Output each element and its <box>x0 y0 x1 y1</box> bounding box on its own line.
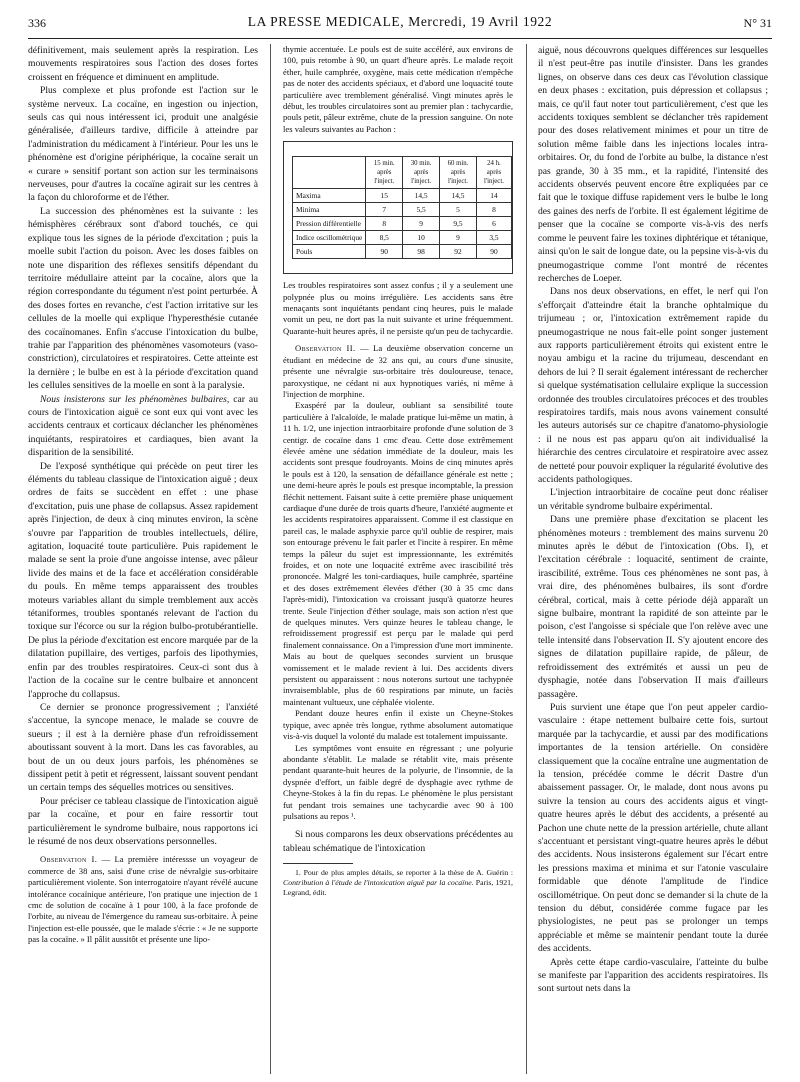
table-cell: 9,5 <box>440 217 477 231</box>
table-cell: 14 <box>476 189 511 203</box>
text: — La première intéressse un voyageur de commerce de 38 ans, saisi d'une crise de névralgie sus-orbitaire particulièrement violente. Son interrogatoire n'ayant révélé aucune intolérance cocaïnique antérieure, l'on pratique une injection de 1 cmc de solution de cocaïne à 1 pour 100, à la face profonde de l'orbite, au niveau de l'émergence du rameau sus-orbitaire. À peine l'injection est-elle poussée, que le malade s'écrie : « Je ne supporte pas la cocaïne. » Il pâlit aussitôt et présente une lipo- <box>28 854 258 945</box>
table-header <box>293 157 366 189</box>
table-cell: 3,5 <box>476 231 511 245</box>
table-cell: 8 <box>366 217 403 231</box>
table-cell: 6 <box>476 217 511 231</box>
row-label: Pression différentielle <box>293 217 366 231</box>
issue-number: N° 31 <box>743 16 772 30</box>
paragraph <box>28 393 258 460</box>
emphasis: Contribution à l'étude de l'intoxication aiguë par la cocaïne. <box>283 878 474 888</box>
paragraph: Dans nos deux observations, en effet, le nerf qui l'on s'efforçait d'atteindre était la branche ophtalmique du trijumeau ; or, l'intoxication extrêmement rapide du pneumogastrique ne nous fait-elle point songer justement aux rapports particulièrement étroits qui existent entre le noyau ambigu et la racine du trijumeau, descendant en dehors de lui ? Il serait également intéressant de rechercher si quelque systématisation cellulaire explique la succession ordonnée des troubles circulatoires précoces et des troubles respiratoires tardifs, mais nous avons vainement consulté les auteurs autorisés sur ce chapitre d'anatomo-physiologie : il ne nous est pas apparu qu'on ait individualisé la hiérarchie des centres circulatoire et respiratoire avec assez de netteté pour pouvoir expliquer la régularité évolutive des accidents pathologiques. <box>538 286 768 485</box>
page-header <box>28 14 772 36</box>
column-3 <box>538 44 768 1074</box>
text: — La deuxième observation concerne un étudiant en médecine de 32 ans qui, au cours d'une sinusite, présente une névralgie sus-orbitaire très douloureuse, tenace, paroxystique, ne cédant ni aux hypnotiques variés, ni même à l'injection de morphine. <box>283 343 513 399</box>
table-row <box>293 231 512 245</box>
table-cell: 7 <box>366 203 403 217</box>
table-header-row <box>293 157 512 189</box>
paragraph: aiguë, nous découvrons quelques différences sur lesquelles il n'est peut-être pas inutile d'insister. Dans les grandes lignes, on observe dans ces deux cas l'évolution classique en deux phases : excitation, puis dépression et collapsus ; mais, ce qu'il faut noter tout particulièrement, c'est que les accidents toxiques semblent se déclancher très rapidement pour des doses relativement minimes et pour un titre de solution même faible dans les injections locales intra-orbitaires. Or, du fond de l'orbite au bulbe, la distance n'est pas grande, 30 à 35 mm., et la rapidité, l'intensité des accidents observés peuvent encore être expliquées par ce fait que le toxique diffuse rapidement vers le bulbe le long des gaines des nerfs de l'orbite. Il est également légitime de penser que la cocaïne se comporte vis-à-vis des nerfs comme le peuvent faire les toxines diphtérique et tétanique, ainsi qu'on le sait de longue date, ou la pepsine vis-à-vis du pneumogastrique comme l'ont montré de récentes recherches de Loeper. <box>538 45 768 284</box>
table-cell: 8,5 <box>366 231 403 245</box>
paragraph: Les troubles respiratoires sont assez confus ; il y a seulement une polypnée plus ou moins irrégulière. Les accidents sans être menaçants sont inquiétants pendant cinq heures, puis le malade vomit un peu, ne dort pas la nuit suivante et urine fréquemment. Quarante-huit heures après, il ne persiste qu'un peu de tachycardie. <box>283 280 513 336</box>
observation-label: Observation I. <box>40 854 98 865</box>
table-cell: 15 <box>366 189 403 203</box>
table-row <box>293 189 512 203</box>
table-cell: 10 <box>403 231 440 245</box>
paragraph: Si nous comparons les deux observations précédentes au tableau schématique de l'intoxication <box>283 829 513 854</box>
observation-2 <box>283 343 513 400</box>
paragraph: Exaspéré par la douleur, oubliant sa sensibilité toute particulière à l'alcaloïde, le malade pratique lui-même un matin, à 11 h. 1/2, une injection intraorbitaire profonde d'une solution de 3 centigr. de cocaïne dans 1 cmc d'eau. Cette dose extrêmement élevée amène une sédation immédiate de la douleur, mais les accidents sont presque foudroyants. Moins de cinq minutes après le pouls est à 120, la sensation de défaillance générale est nette ; une demi-heure après le pouls est presque incomptable, la pression fléchit nettement. Faisant suite à cette première phase uniquement cardiaque d'une durée de trois quarts d'heure, l'anxiété augmente et les accidents respiratoires apparaissent. Comme il est classique en pareil cas, le malade asphyxie parce qu'il oublie de respirer, mais son entourage prévenu le fait parler et l'incite à respirer. En même temps la pâleur du sujet est impressionnante, les extrémités froides, et on note une loquacité extrême avec irascibilité très prononcée. Malgré les toni-cardiaques, huile camphrée, spartéine et des doses extrêmement élevées d'éther (30 à 35 cmc dans l'après-midi), l'intoxication va croissant jusqu'à quatorze heures trente. Seule l'injection d'éther soulage, mais son action n'est que de quelques minutes. Vers quinze heures le tableau change, le refroidissement progressif est perçu par le malade qui perd finalement connaissance. On a l'impression d'une mort imminente. Mais au bout de quelques secondes survient un brusque vomissement et le malade revient à lui. Des accidents divers persistent ou apparaissent : nous noterons surtout une tachypnée invraisemblable, plus de 60 respirations par minute, un faciès maintenant vultueux, une céphalée violente. <box>283 400 513 707</box>
row-label: Minima <box>293 203 366 217</box>
paragraph: La succession des phénomènes est la suivante : les hémisphères cérébraux sont d'abord touchés, ce qui explique tous les signes de la période d'excitation ; puis la moelle subit l'action du poison. Avec les doses faibles on note une disparition des réflexes sensitifs dépendant du territoire médullaire atteint par la cocaïne, alors que la région correspondante du tégument n'est point perturbée. À des doses fortes en revanche, c'est l'action irritative sur les cellules de la moelle qui explique l'hyperesthésie cutanée des cocaïnomanes. Enfin s'accuse l'intoxication du bulbe, trahie par l'apparition des phénomènes vasomoteurs (vaso-constriction), circulatoires et respiratoires. Cette atteinte est la dernière ; le bulbe en est à la période d'excitation quand les cellules sensitives de la moelle en sont à la paralysie. <box>28 205 258 392</box>
footnote-rule <box>283 863 353 864</box>
journal-title: LA PRESSE MEDICALE, Mercredi, 19 Avril 1922 <box>247 14 553 29</box>
table-cell: 14,5 <box>403 189 440 203</box>
table-cell: 5 <box>440 203 477 217</box>
paragraph: Puis survient une étape que l'on peut appeler cardio-vasculaire : étape nettement bulbaire cette fois, surtout marquée par la tachycardie, et aussi par des modifications importantes de la tension artérielle. On considère classiquement que la cocaïne entraîne une augmentation de la tension, précédée comme le décrit Dastre d'un abaissement passager. Or, le malade, dont nous avons pu suivre la tension au cours des accidents aigus et vingt-quatre heures après le début des accidents, a présenté au Pachon une chute nette de la pression artérielle, chute allant s'accentuant et persistant vingt-quatre heures après le début des accidents. Nous insisterons également sur l'écart entre les pressions maxima et minima et sur l'atonie vasculaire formidable que dénote l'amplitude de l'indice oscillométrique. On peut donc se demander si la chute de la tension du début, considérée comme fugace par les physiologistes, ne peut pas se prolonger un temps appréciable et même se maintenir pendant toute la durée des accidents. <box>538 701 768 955</box>
text: 1. Pour de plus amples détails, se reporter à la thèse de A. Guérin : <box>295 868 513 878</box>
paragraph: définitivement, mais seulement après la respiration. Les mouvements respiratoires sous l'action des doses fortes croissent en fréquence et diminuent en amplitude. <box>28 45 258 83</box>
observation-label: Observation II. <box>295 343 356 354</box>
observation-1 <box>28 854 258 945</box>
table-cell: 92 <box>440 245 477 259</box>
paragraph: Ce dernier se prononce progressivement ; l'anxiété s'accentue, la syncope menace, le malade se couvre de sueurs ; il est à la dernière phase d'un refroidissement aboutissant souvent à la mort. Dans les cas favorables, au bout de un ou deux jours parfois, les phénomènes se dissipent petit à petit et régressent, laissant souvent pendant un certain temps des séquelles motrices ou sensitives. <box>28 701 258 794</box>
pachon-table-frame <box>283 141 513 274</box>
row-label: Pouls <box>293 245 366 259</box>
paragraph: Les symptômes vont ensuite en régressant ; une polyurie abondante s'établit. Le malade se rétablit vite, mais présente pendant quarante-huit heures de la polyurie, de l'insomnie, de la dyspnée d'effort, un faible degré de dysphagie avec rythme de Cheyne-Stokes à la fin du repas. Le phénomène le plus persistant fut pendant trois semaines une tachycardie avec 90 à 100 pulsations au repos ¹. <box>283 742 513 821</box>
paragraph: Plus complexe et plus profonde est l'action sur le système nerveux. La cocaïne, en ingestion ou injection, seuls cas qui nous intéressent ici, produit une analgésie généralisée, d'ailleurs tardive, difficile à atteindre par l'administration du médicament à l'intérieur. Pour les uns le phénomène est d'origine périphérique, la cocaïne serait un « curare » sensitif portant son action sur les terminaisons nerveuses, pour d'autres la cocaïne agirait sur les centres à la façon du chloroforme et de l'éther. <box>28 85 258 204</box>
table-cell: 14,5 <box>440 189 477 203</box>
page-number: 336 <box>28 16 46 30</box>
table-header: 15 min. après l'inject. <box>366 157 403 189</box>
column-divider <box>526 44 527 1074</box>
paragraph: Dans une première phase d'excitation se placent les phénomènes moteurs : tremblement des mains survenu 20 minutes après le début de l'intoxication (Obs. I), et l'excitation cérébrale : loquacité, sentiment de crainte, irascibilité, extrême. Tous ces phénomènes ne sont pas, à vrai dire, des phénomènes bulbaires, ils sont d'ordre cérébral, cortical, mais à cette période déjà apparaît un signe bulbaire, montrant la rapidité de son atteinte par le poison, c'est l'angoisse si spéciale que l'on relève avec une telle intensité dans l'observation II. S'y ajoutent encore des signes de dilatation pupillaire rapide, de pâleur, de refroidissement des extrémités et aussi un peu de dysphagie, notée dans l'observation II mais d'ailleurs passagère. <box>538 514 768 700</box>
table-row <box>293 203 512 217</box>
table-row <box>293 217 512 231</box>
table-row <box>293 245 512 259</box>
table-cell: 90 <box>476 245 511 259</box>
table-cell: 9 <box>440 231 477 245</box>
table-header: 60 min. après l'inject. <box>440 157 477 189</box>
paragraph: De l'exposé synthétique qui précède on peut tirer les éléments du tableau classique de l'intoxication aiguë ; deux ordres de faits se succèdent en effet : une phase d'excitation, puis une phase de collapsus. Assez rapidement après l'injection, de deux à cinq minutes environ, la scène s'ouvre par l'apparition de troubles intellectuels, délire, agitation, loquacité toute particulière. Puis rapidement le malade se sent la proie d'une angoisse intense, avec pâleur livide des mains et de la face et accélération considérable du pouls. En même temps apparaissent des troubles moteurs variables allant du simple tremblement aux accès tétaniformes, troubles spontanés relevant de l'action du toxique sur l'écorce ou sur la région bulbo-protubérantielle. De plus la période d'excitation est encore marquée par de la dilatation pupillaire, des vertiges, parfois des lipothymies, enfin par des troubles respiratoires. Ceux-ci sont dus à l'action de la cocaïne sur le centre bulbaire et annoncent l'approche du collapsus. <box>28 460 258 700</box>
table-cell: 8 <box>476 203 511 217</box>
table-header: 30 min. après l'inject. <box>403 157 440 189</box>
paragraph: Après cette étape cardio-vasculaire, l'atteinte du bulbe se manifeste par l'apparition des accidents respiratoires. Ils sont surtout nets dans la <box>538 956 768 995</box>
table-cell: 5,5 <box>403 203 440 217</box>
table-cell: 90 <box>366 245 403 259</box>
table-header: 24 h. après l'inject. <box>476 157 511 189</box>
column-1 <box>28 44 258 1074</box>
paragraph: L'injection intraorbitaire de cocaïne peut donc réaliser un véritable syndrome bulbaire expérimental. <box>538 487 768 512</box>
footnote <box>283 868 513 898</box>
paragraph: Pendant douze heures enfin il existe un Cheyne-Stokes typique, avec apnée très longue, rythme absolument automatique vis-à-vis duquel la volonté du malade est totalement impuissante. <box>283 708 513 742</box>
row-label: Maxima <box>293 189 366 203</box>
header-rule <box>28 38 772 39</box>
paragraph: Pour préciser ce tableau classique de l'intoxication aiguë par la cocaïne, et pour en faire ressortir tout particulièrement le syndrome bulbaire, nous rapportons ici le résumé de nos deux observations personnelles. <box>28 795 258 847</box>
text: Paris, 1921, Legrand, édit. <box>283 878 513 898</box>
text: car au cours de l'intoxication aiguë ce sont eux qui vont avec les accidents centraux et corticaux déclancher les phénomènes inquiétants, respiratoires et cardiaques, bien avant la disparition de la sensibilité. <box>28 393 258 459</box>
paragraph: thymie accentuée. Le pouls est de suite accéléré, aux environs de 100, puis retombe à 90, un quart d'heure après. Le malade reçoit éther, huile camphrée, oxygène, mais cette médication n'empêche pas de noter des accidents spéciaux, et d'abord une loquacité toute particulière avec tremblement généralisé. Vingt minutes après le début, les troubles circulatoires sont au premier plan : tachycardie, pouls petit, pâleur extrême, chute de la pression sanguine. On note les valeurs suivantes au Pachon : <box>283 44 513 134</box>
emphasis: Nous insisterons sur les phénomènes bulbaires, <box>40 393 230 405</box>
column-divider <box>270 44 271 1074</box>
column-2 <box>283 44 513 1074</box>
row-label: Indice oscillométrique <box>293 231 366 245</box>
table-cell: 98 <box>403 245 440 259</box>
table-cell: 9 <box>403 217 440 231</box>
pachon-table <box>292 156 512 259</box>
